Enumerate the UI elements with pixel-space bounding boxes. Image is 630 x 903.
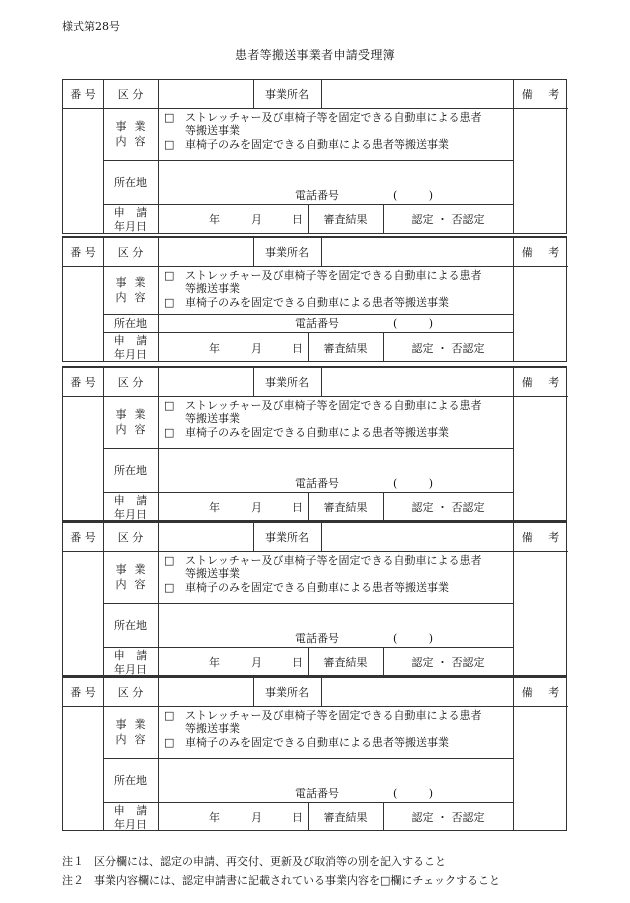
biko-label: 備 考 <box>521 87 566 101</box>
jigyo-naiyo-label <box>103 266 158 314</box>
option-2-text: 車椅子のみを固定できる自動車による患者等搬送事業 <box>185 736 449 749</box>
option-1-line-1: ストレッチャー及び車椅子等を固定できる自動車による患者 <box>185 709 482 722</box>
denwa-label: 電話番号 <box>295 787 339 800</box>
checkbox-option-1: □ <box>164 709 175 722</box>
day-label: 日 <box>292 656 303 669</box>
year-label: 年 <box>209 811 220 824</box>
nintei-label: 認定 ・ 否認定 <box>411 811 485 824</box>
biko-label: 備 考 <box>521 685 566 699</box>
form-number: 様式第28号 <box>62 20 120 33</box>
shinsei-line1: 申 請 <box>113 334 152 347</box>
divider <box>103 160 513 161</box>
note-2 <box>62 871 500 890</box>
jigyo-label-line1: 事業 <box>115 120 154 133</box>
checkbox-option-1: □ <box>164 111 175 124</box>
denwa-label: 電話番号 <box>295 317 339 330</box>
denwa-label: 電話番号 <box>295 189 339 202</box>
notes <box>62 852 500 890</box>
option-2-text: 車椅子のみを固定できる自動車による患者等搬送事業 <box>185 426 449 439</box>
shozaichi-label: 所在地 <box>114 463 147 477</box>
denwa-label: 電話番号 <box>295 632 339 645</box>
year-label: 年 <box>209 341 220 355</box>
kubun-label: 区 分 <box>117 375 144 389</box>
nintei-label: 認定 ・ 否認定 <box>411 213 485 226</box>
entry-block <box>62 236 567 362</box>
checkbox-option-1: □ <box>164 269 175 282</box>
checkbox-option-2: □ <box>164 296 175 309</box>
shinsei-line2: 年月日 <box>114 219 147 233</box>
year-label: 年 <box>209 656 220 669</box>
bango-label: 番 号 <box>70 87 96 101</box>
shozaichi-label: 所在地 <box>114 773 147 787</box>
denwa-paren: ( ) <box>393 787 434 800</box>
option-1-line-2: 等搬送事業 <box>185 282 240 295</box>
option-1-line-1: ストレッチャー及び車椅子等を固定できる自動車による患者 <box>185 111 482 124</box>
entry-block <box>62 521 567 676</box>
month-label: 月 <box>251 213 262 226</box>
jigyo-naiyo-label <box>103 706 158 758</box>
divider <box>103 448 513 449</box>
checkbox-option-2: □ <box>164 736 175 749</box>
note-text: 区分欄には、認定の申請、再交付、更新及び取消等の別を記入すること <box>94 855 446 868</box>
divider <box>513 396 568 397</box>
divider <box>103 603 513 604</box>
divider <box>321 678 322 706</box>
divider <box>513 551 568 552</box>
biko-label: 備 考 <box>521 375 566 389</box>
jigyo-naiyo-label <box>103 108 158 160</box>
shinsa-label: 審査結果 <box>323 213 368 226</box>
shinsei-line1: 申 請 <box>113 205 152 219</box>
note-text: 事業内容欄には、認定申請書に記載されている事業内容を□欄にチェックすること <box>94 874 501 887</box>
option-1-line-2: 等搬送事業 <box>185 567 240 580</box>
jigyo-label-line1: 事業 <box>115 718 154 731</box>
bango-label: 番 号 <box>70 530 96 544</box>
denwa-paren: ( ) <box>393 477 434 490</box>
jigyosho-label: 事業所名 <box>265 685 309 699</box>
divider <box>103 758 513 759</box>
bango-label: 番 号 <box>70 685 96 699</box>
month-label: 月 <box>251 811 262 824</box>
year-label: 年 <box>209 213 220 226</box>
shinsei-line1: 申 請 <box>113 493 152 507</box>
kubun-label: 区 分 <box>117 87 144 101</box>
shinsei-label <box>103 332 158 364</box>
shinsa-label: 審査結果 <box>323 811 368 824</box>
entry-block <box>62 366 567 521</box>
entry-block <box>62 79 567 234</box>
option-1-line-2: 等搬送事業 <box>185 722 240 735</box>
shinsei-label <box>103 492 158 523</box>
jigyosho-label: 事業所名 <box>265 245 309 259</box>
nintei-label: 認定 ・ 否認定 <box>411 656 485 669</box>
divider <box>321 80 322 108</box>
month-label: 月 <box>251 656 262 669</box>
note-label: 注２ <box>62 874 84 887</box>
day-label: 日 <box>292 811 303 824</box>
shinsei-label <box>103 204 158 235</box>
denwa-label: 電話番号 <box>295 477 339 490</box>
checkbox-option-1: □ <box>164 399 175 412</box>
checkbox-option-2: □ <box>164 138 175 151</box>
nintei-label: 認定 ・ 否認定 <box>411 341 485 355</box>
note-label: 注１ <box>62 855 84 868</box>
divider <box>158 368 159 520</box>
bango-label: 番 号 <box>70 375 96 389</box>
day-label: 日 <box>292 213 303 226</box>
shozaichi-label: 所在地 <box>114 618 147 632</box>
jigyo-naiyo-label <box>103 551 158 603</box>
shinsei-label <box>103 647 158 678</box>
jigyosho-label: 事業所名 <box>265 87 309 101</box>
option-1-line-1: ストレッチャー及び車椅子等を固定できる自動車による患者 <box>185 399 482 412</box>
shinsei-line1: 申 請 <box>113 803 152 817</box>
denwa-paren: ( ) <box>393 317 434 330</box>
jigyo-naiyo-label <box>103 396 158 448</box>
shinsei-line2: 年月日 <box>114 348 147 361</box>
option-2-text: 車椅子のみを固定できる自動車による患者等搬送事業 <box>185 296 449 309</box>
divider <box>158 678 159 830</box>
shinsei-line1: 申 請 <box>113 648 152 662</box>
page-title: 患者等搬送事業者申請受理簿 <box>235 48 395 62</box>
jigyo-label-line1: 事業 <box>115 408 154 421</box>
jigyo-label-line1: 事業 <box>115 563 154 576</box>
shinsa-label: 審査結果 <box>323 341 368 355</box>
option-1-line-2: 等搬送事業 <box>185 124 240 137</box>
year-label: 年 <box>209 501 220 514</box>
shinsa-label: 審査結果 <box>323 656 368 669</box>
day-label: 日 <box>292 341 303 355</box>
month-label: 月 <box>251 341 262 355</box>
jigyosho-label: 事業所名 <box>265 530 309 544</box>
divider <box>158 80 159 233</box>
divider <box>321 238 322 266</box>
biko-label: 備 考 <box>521 245 566 259</box>
day-label: 日 <box>292 501 303 514</box>
nintei-label: 認定 ・ 否認定 <box>411 501 485 514</box>
bango-label: 番 号 <box>70 245 96 259</box>
checkbox-option-2: □ <box>164 581 175 594</box>
divider <box>103 314 513 315</box>
jigyo-label-line2: 内容 <box>115 291 154 304</box>
biko-label: 備 考 <box>521 530 566 544</box>
shinsei-label <box>103 802 158 833</box>
option-2-text: 車椅子のみを固定できる自動車による患者等搬送事業 <box>185 138 449 151</box>
divider <box>158 523 159 675</box>
option-1-line-1: ストレッチャー及び車椅子等を固定できる自動車による患者 <box>185 269 482 282</box>
option-2-text: 車椅子のみを固定できる自動車による患者等搬送事業 <box>185 581 449 594</box>
divider <box>321 523 322 551</box>
jigyo-label-line2: 内容 <box>115 135 154 148</box>
note-1 <box>62 852 500 871</box>
shozaichi-label: 所在地 <box>114 175 147 189</box>
divider <box>513 266 568 267</box>
shinsei-line2: 年月日 <box>114 507 147 521</box>
option-1-line-2: 等搬送事業 <box>185 412 240 425</box>
jigyo-label-line2: 内容 <box>115 578 154 591</box>
jigyo-label-line2: 内容 <box>115 423 154 436</box>
divider <box>513 108 568 109</box>
month-label: 月 <box>251 501 262 514</box>
kubun-label: 区 分 <box>117 685 144 699</box>
jigyo-label-line2: 内容 <box>115 733 154 746</box>
divider <box>513 706 568 707</box>
divider <box>158 238 159 361</box>
checkbox-option-1: □ <box>164 554 175 567</box>
denwa-paren: ( ) <box>393 632 434 645</box>
kubun-label: 区 分 <box>117 245 144 259</box>
kubun-label: 区 分 <box>117 530 144 544</box>
entry-block <box>62 676 567 831</box>
denwa-paren: ( ) <box>393 189 434 202</box>
divider <box>321 368 322 396</box>
option-1-line-1: ストレッチャー及び車椅子等を固定できる自動車による患者 <box>185 554 482 567</box>
shinsei-line2: 年月日 <box>114 662 147 676</box>
shinsei-line2: 年月日 <box>114 817 147 831</box>
shinsa-label: 審査結果 <box>323 501 368 514</box>
checkbox-option-2: □ <box>164 426 175 439</box>
shozaichi-label: 所在地 <box>114 316 147 330</box>
jigyosho-label: 事業所名 <box>265 375 309 389</box>
jigyo-label-line1: 事業 <box>115 276 154 289</box>
